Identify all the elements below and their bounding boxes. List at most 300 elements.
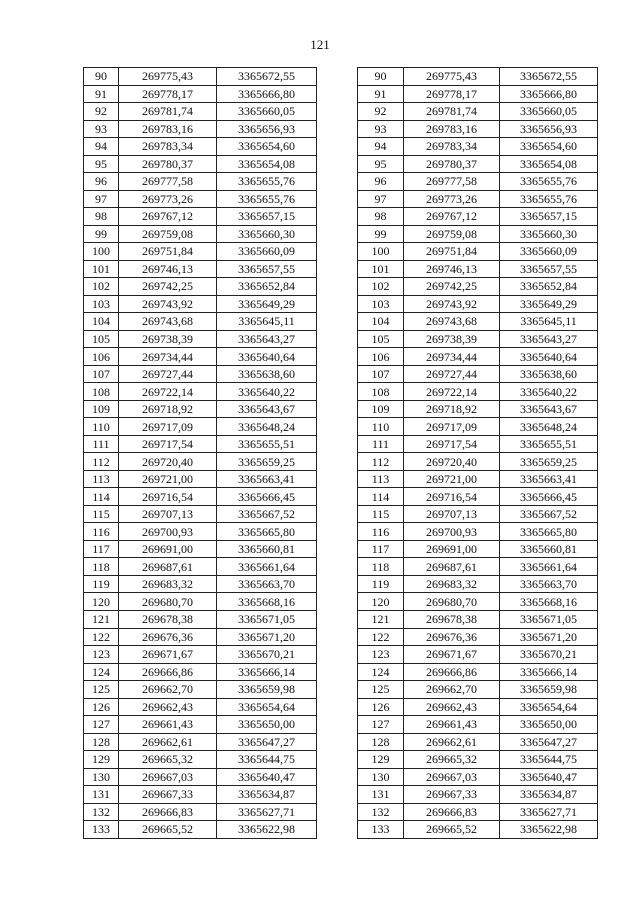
table-row [84,260,317,278]
table-row [358,628,598,646]
x-coordinate-cell: 269676,36 [404,628,500,646]
y-coordinate-cell: 3365663,41 [500,470,598,488]
x-coordinate-cell: 269751,84 [119,243,217,261]
point-number-cell: 126 [84,698,119,716]
y-coordinate-cell: 3365670,21 [217,646,317,664]
point-number-cell: 109 [84,400,119,418]
table-row [84,68,317,86]
y-coordinate-cell: 3365659,98 [217,681,317,699]
table-row [84,488,317,506]
table-row [358,610,598,628]
x-coordinate-cell: 269676,36 [119,628,217,646]
y-coordinate-cell: 3365627,71 [500,803,598,821]
point-number-cell: 132 [358,803,404,821]
point-number-cell: 113 [358,470,404,488]
table-row [84,400,317,418]
table-row [358,575,598,593]
point-number-cell: 95 [84,155,119,173]
point-number-cell: 114 [84,488,119,506]
table-row [358,505,598,523]
table-row [358,348,598,366]
x-coordinate-cell: 269683,32 [404,575,500,593]
y-coordinate-cell: 3365640,47 [500,768,598,786]
x-coordinate-cell: 269662,61 [119,733,217,751]
point-number-cell: 102 [84,278,119,296]
table-row [84,768,317,786]
y-coordinate-cell: 3365660,30 [500,225,598,243]
y-coordinate-cell: 3365647,27 [500,733,598,751]
y-coordinate-cell: 3365622,98 [217,821,317,839]
x-coordinate-cell: 269666,83 [404,803,500,821]
point-number-cell: 103 [358,295,404,313]
table-row [84,733,317,751]
table-row [358,295,598,313]
y-coordinate-cell: 3365661,64 [500,558,598,576]
y-coordinate-cell: 3365640,22 [217,383,317,401]
point-number-cell: 92 [358,103,404,121]
point-number-cell: 129 [358,751,404,769]
x-coordinate-cell: 269759,08 [404,225,500,243]
y-coordinate-cell: 3365627,71 [217,803,317,821]
point-number-cell: 131 [358,786,404,804]
x-coordinate-cell: 269691,00 [119,540,217,558]
point-number-cell: 116 [84,523,119,541]
point-number-cell: 111 [358,435,404,453]
table-row [358,400,598,418]
x-coordinate-cell: 269662,43 [404,698,500,716]
x-coordinate-cell: 269721,00 [119,470,217,488]
table-row [84,663,317,681]
table-row [84,295,317,313]
table-row [84,575,317,593]
x-coordinate-cell: 269743,92 [119,295,217,313]
x-coordinate-cell: 269775,43 [404,68,500,86]
x-coordinate-cell: 269743,92 [404,295,500,313]
x-coordinate-cell: 269742,25 [119,278,217,296]
x-coordinate-cell: 269738,39 [404,330,500,348]
point-number-cell: 124 [358,663,404,681]
y-coordinate-cell: 3365655,76 [217,173,317,191]
table-row [84,313,317,331]
point-number-cell: 93 [358,120,404,138]
point-number-cell: 105 [84,330,119,348]
y-coordinate-cell: 3365654,60 [500,138,598,156]
point-number-cell: 99 [358,225,404,243]
point-number-cell: 100 [358,243,404,261]
y-coordinate-cell: 3365666,80 [217,85,317,103]
coordinates-table-left [83,67,317,839]
x-coordinate-cell: 269667,03 [404,768,500,786]
point-number-cell: 122 [84,628,119,646]
y-coordinate-cell: 3365657,15 [217,208,317,226]
y-coordinate-cell: 3365667,52 [217,505,317,523]
y-coordinate-cell: 3365644,75 [217,751,317,769]
x-coordinate-cell: 269746,13 [119,260,217,278]
y-coordinate-cell: 3365643,67 [217,400,317,418]
point-number-cell: 97 [358,190,404,208]
table-row [358,821,598,839]
x-coordinate-cell: 269678,38 [119,610,217,628]
table-row [84,470,317,488]
x-coordinate-cell: 269680,70 [404,593,500,611]
x-coordinate-cell: 269775,43 [119,68,217,86]
point-number-cell: 103 [84,295,119,313]
x-coordinate-cell: 269738,39 [119,330,217,348]
y-coordinate-cell: 3365650,00 [217,716,317,734]
x-coordinate-cell: 269662,70 [404,681,500,699]
x-coordinate-cell: 269777,58 [119,173,217,191]
table-row [358,418,598,436]
table-row [84,348,317,366]
x-coordinate-cell: 269665,52 [404,821,500,839]
point-number-cell: 116 [358,523,404,541]
point-number-cell: 104 [358,313,404,331]
table-row [358,663,598,681]
table-row [84,610,317,628]
table-row [358,698,598,716]
x-coordinate-cell: 269666,86 [404,663,500,681]
table-row [84,190,317,208]
table-row [84,716,317,734]
table-row [84,208,317,226]
y-coordinate-cell: 3365660,05 [217,103,317,121]
point-number-cell: 96 [358,173,404,191]
table-row [358,470,598,488]
table-row [84,786,317,804]
point-number-cell: 101 [84,260,119,278]
table-row [358,768,598,786]
point-number-cell: 101 [358,260,404,278]
y-coordinate-cell: 3365654,60 [217,138,317,156]
x-coordinate-cell: 269661,43 [119,716,217,734]
table-row [358,646,598,664]
point-number-cell: 131 [84,786,119,804]
y-coordinate-cell: 3365671,20 [217,628,317,646]
y-coordinate-cell: 3365622,98 [500,821,598,839]
point-number-cell: 91 [358,85,404,103]
table-row [358,488,598,506]
point-number-cell: 100 [84,243,119,261]
y-coordinate-cell: 3365667,52 [500,505,598,523]
point-number-cell: 125 [358,681,404,699]
x-coordinate-cell: 269717,09 [404,418,500,436]
point-number-cell: 94 [358,138,404,156]
table-row [358,593,598,611]
point-number-cell: 127 [358,716,404,734]
table-row [358,208,598,226]
y-coordinate-cell: 3365665,80 [500,523,598,541]
y-coordinate-cell: 3365666,45 [500,488,598,506]
x-coordinate-cell: 269662,70 [119,681,217,699]
y-coordinate-cell: 3365657,55 [500,260,598,278]
y-coordinate-cell: 3365649,29 [217,295,317,313]
table-row [358,330,598,348]
point-number-cell: 109 [358,400,404,418]
point-number-cell: 117 [84,540,119,558]
x-coordinate-cell: 269778,17 [404,85,500,103]
x-coordinate-cell: 269671,67 [119,646,217,664]
table-row [84,138,317,156]
x-coordinate-cell: 269667,33 [119,786,217,804]
point-number-cell: 128 [84,733,119,751]
table-row [358,278,598,296]
table-row [84,383,317,401]
x-coordinate-cell: 269661,43 [404,716,500,734]
point-number-cell: 98 [358,208,404,226]
y-coordinate-cell: 3365657,15 [500,208,598,226]
y-coordinate-cell: 3365645,11 [217,313,317,331]
x-coordinate-cell: 269727,44 [119,365,217,383]
table-row [358,733,598,751]
point-number-cell: 90 [84,68,119,86]
y-coordinate-cell: 3365648,24 [217,418,317,436]
point-number-cell: 110 [84,418,119,436]
x-coordinate-cell: 269665,52 [119,821,217,839]
table-row [84,698,317,716]
y-coordinate-cell: 3365666,14 [500,663,598,681]
x-coordinate-cell: 269666,86 [119,663,217,681]
x-coordinate-cell: 269691,00 [404,540,500,558]
point-number-cell: 120 [84,593,119,611]
y-coordinate-cell: 3365655,76 [217,190,317,208]
y-coordinate-cell: 3365663,70 [500,575,598,593]
y-coordinate-cell: 3365663,41 [217,470,317,488]
x-coordinate-cell: 269700,93 [404,523,500,541]
y-coordinate-cell: 3365654,08 [217,155,317,173]
point-number-cell: 128 [358,733,404,751]
y-coordinate-cell: 3365668,16 [500,593,598,611]
point-number-cell: 124 [84,663,119,681]
x-coordinate-cell: 269743,68 [404,313,500,331]
point-number-cell: 120 [358,593,404,611]
y-coordinate-cell: 3365640,64 [500,348,598,366]
y-coordinate-cell: 3365647,27 [217,733,317,751]
point-number-cell: 90 [358,68,404,86]
table-row [358,435,598,453]
point-number-cell: 121 [84,610,119,628]
point-number-cell: 104 [84,313,119,331]
x-coordinate-cell: 269727,44 [404,365,500,383]
y-coordinate-cell: 3365660,81 [217,540,317,558]
y-coordinate-cell: 3365654,64 [500,698,598,716]
x-coordinate-cell: 269707,13 [404,505,500,523]
point-number-cell: 130 [358,768,404,786]
table-row [84,751,317,769]
x-coordinate-cell: 269700,93 [119,523,217,541]
y-coordinate-cell: 3365654,64 [217,698,317,716]
x-coordinate-cell: 269783,16 [119,120,217,138]
table-row [84,85,317,103]
point-number-cell: 112 [84,453,119,471]
x-coordinate-cell: 269718,92 [119,400,217,418]
x-coordinate-cell: 269781,74 [119,103,217,121]
x-coordinate-cell: 269662,61 [404,733,500,751]
x-coordinate-cell: 269777,58 [404,173,500,191]
x-coordinate-cell: 269746,13 [404,260,500,278]
x-coordinate-cell: 269759,08 [119,225,217,243]
y-coordinate-cell: 3365638,60 [500,365,598,383]
table-row [358,103,598,121]
table-row [358,313,598,331]
point-number-cell: 117 [358,540,404,558]
x-coordinate-cell: 269742,25 [404,278,500,296]
point-number-cell: 107 [84,365,119,383]
x-coordinate-cell: 269734,44 [404,348,500,366]
y-coordinate-cell: 3365660,30 [217,225,317,243]
point-number-cell: 126 [358,698,404,716]
x-coordinate-cell: 269751,84 [404,243,500,261]
point-number-cell: 91 [84,85,119,103]
point-number-cell: 94 [84,138,119,156]
y-coordinate-cell: 3365655,51 [217,435,317,453]
table-row [84,278,317,296]
x-coordinate-cell: 269665,32 [119,751,217,769]
point-number-cell: 115 [358,505,404,523]
table-row [358,68,598,86]
x-coordinate-cell: 269780,37 [404,155,500,173]
y-coordinate-cell: 3365665,80 [217,523,317,541]
point-number-cell: 92 [84,103,119,121]
y-coordinate-cell: 3365650,00 [500,716,598,734]
x-coordinate-cell: 269743,68 [119,313,217,331]
point-number-cell: 115 [84,505,119,523]
table-row [84,505,317,523]
y-coordinate-cell: 3365666,45 [217,488,317,506]
y-coordinate-cell: 3365643,67 [500,400,598,418]
y-coordinate-cell: 3365660,05 [500,103,598,121]
y-coordinate-cell: 3365638,60 [217,365,317,383]
table-row [358,120,598,138]
y-coordinate-cell: 3365640,64 [217,348,317,366]
point-number-cell: 108 [358,383,404,401]
y-coordinate-cell: 3365657,55 [217,260,317,278]
y-coordinate-cell: 3365660,09 [217,243,317,261]
table-row [84,418,317,436]
y-coordinate-cell: 3365656,93 [217,120,317,138]
table-row [358,453,598,471]
table-row [358,786,598,804]
point-number-cell: 125 [84,681,119,699]
x-coordinate-cell: 269783,16 [404,120,500,138]
x-coordinate-cell: 269680,70 [119,593,217,611]
point-number-cell: 112 [358,453,404,471]
x-coordinate-cell: 269665,32 [404,751,500,769]
point-number-cell: 111 [84,435,119,453]
y-coordinate-cell: 3365655,51 [500,435,598,453]
point-number-cell: 123 [358,646,404,664]
point-number-cell: 99 [84,225,119,243]
point-number-cell: 108 [84,383,119,401]
table-row [84,681,317,699]
table-row [84,173,317,191]
point-number-cell: 119 [358,575,404,593]
table-row [358,190,598,208]
table-row [84,103,317,121]
x-coordinate-cell: 269716,54 [119,488,217,506]
x-coordinate-cell: 269687,61 [119,558,217,576]
y-coordinate-cell: 3365640,22 [500,383,598,401]
point-number-cell: 93 [84,120,119,138]
y-coordinate-cell: 3365655,76 [500,173,598,191]
y-coordinate-cell: 3365649,29 [500,295,598,313]
table-row [84,330,317,348]
point-number-cell: 127 [84,716,119,734]
x-coordinate-cell: 269780,37 [119,155,217,173]
y-coordinate-cell: 3365655,76 [500,190,598,208]
x-coordinate-cell: 269707,13 [119,505,217,523]
table-row [358,558,598,576]
point-number-cell: 102 [358,278,404,296]
y-coordinate-cell: 3365648,24 [500,418,598,436]
x-coordinate-cell: 269767,12 [119,208,217,226]
y-coordinate-cell: 3365656,93 [500,120,598,138]
table-row [358,243,598,261]
y-coordinate-cell: 3365661,64 [217,558,317,576]
point-number-cell: 113 [84,470,119,488]
x-coordinate-cell: 269683,32 [119,575,217,593]
y-coordinate-cell: 3365643,27 [500,330,598,348]
table-row [84,821,317,839]
y-coordinate-cell: 3365666,80 [500,85,598,103]
x-coordinate-cell: 269667,33 [404,786,500,804]
x-coordinate-cell: 269783,34 [404,138,500,156]
y-coordinate-cell: 3365672,55 [500,68,598,86]
x-coordinate-cell: 269667,03 [119,768,217,786]
table-row [358,138,598,156]
point-number-cell: 132 [84,803,119,821]
table-row [84,523,317,541]
table-row [358,523,598,541]
x-coordinate-cell: 269721,00 [404,470,500,488]
table-row [84,646,317,664]
x-coordinate-cell: 269767,12 [404,208,500,226]
x-coordinate-cell: 269734,44 [119,348,217,366]
y-coordinate-cell: 3365660,09 [500,243,598,261]
table-row [84,365,317,383]
y-coordinate-cell: 3365671,05 [217,610,317,628]
y-coordinate-cell: 3365663,70 [217,575,317,593]
x-coordinate-cell: 269783,34 [119,138,217,156]
point-number-cell: 118 [84,558,119,576]
x-coordinate-cell: 269666,83 [119,803,217,821]
point-number-cell: 105 [358,330,404,348]
point-number-cell: 110 [358,418,404,436]
x-coordinate-cell: 269717,54 [404,435,500,453]
y-coordinate-cell: 3365672,55 [217,68,317,86]
point-number-cell: 98 [84,208,119,226]
x-coordinate-cell: 269718,92 [404,400,500,418]
x-coordinate-cell: 269687,61 [404,558,500,576]
table-row [358,716,598,734]
table-row [358,85,598,103]
point-number-cell: 106 [84,348,119,366]
table-row [84,593,317,611]
x-coordinate-cell: 269720,40 [404,453,500,471]
y-coordinate-cell: 3365645,11 [500,313,598,331]
x-coordinate-cell: 269671,67 [404,646,500,664]
y-coordinate-cell: 3365652,84 [217,278,317,296]
x-coordinate-cell: 269678,38 [404,610,500,628]
table-row [358,803,598,821]
table-row [84,243,317,261]
table-row [84,120,317,138]
x-coordinate-cell: 269773,26 [404,190,500,208]
table-row [358,155,598,173]
y-coordinate-cell: 3365634,87 [500,786,598,804]
y-coordinate-cell: 3365634,87 [217,786,317,804]
y-coordinate-cell: 3365671,20 [500,628,598,646]
table-row [358,173,598,191]
